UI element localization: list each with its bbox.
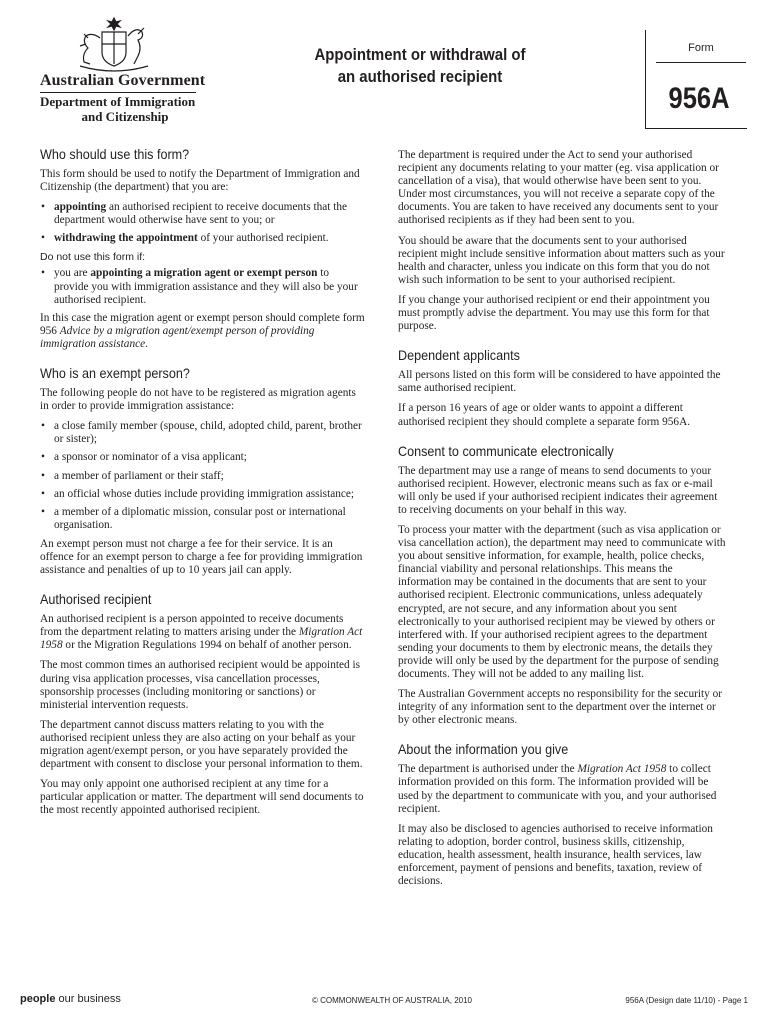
bullet-list (40, 267, 366, 306)
text: In this case the migration agent or exempt person should complete form 956 (40, 311, 365, 337)
text: or the Migration Regulations 1994 on behalf of another person. (62, 639, 352, 652)
text: to provide you with immigration assistance and they will also be your authorised recipient. (54, 267, 358, 306)
paragraph: You may only appoint one authorised recipient at any time for a particular application or matter. The department will send documents to the most recently appointed authorised recipient. (40, 778, 364, 817)
section-heading-exempt-person: Who is an exempt person? (40, 365, 190, 382)
text: you are (54, 267, 91, 280)
list-item: • a sponsor or nominator of a visa applicant; (40, 451, 366, 464)
department-line-1: Department of Immigration (40, 94, 196, 109)
paragraph: The following people do not have to be registered as migration agents in order to provide immigration assistance: (40, 387, 356, 413)
footer-brand-bold: people (20, 993, 56, 1005)
left-column (40, 146, 366, 824)
paragraph: The department is required under the Act to send your authorised recipient any documents relating to your matter (eg. visa application or cancellation of a visa), that would otherwise have been sent to you. Under most circumstances, you will not receive a separate copy of the documents. You are taken to have received any documents sent to your authorised recipients as if they had been sent to you. (398, 149, 719, 227)
department-line-2: and Citizenship (81, 109, 169, 124)
italic-act-name: Migration Act 1958 (40, 626, 363, 652)
paragraph: If you change your authorised recipient or end their appointment you must promptly advise the department. You may use this form for that purpose. (398, 293, 710, 333)
text: of your authorised recipient. (197, 232, 329, 245)
list-item: • an official whose duties include providing immigration assistance; (40, 488, 366, 501)
text: to collect information provided on this form. The information provided will be used by the department to communicate with you, and your authorised recipient. (398, 763, 717, 815)
form-title (288, 44, 552, 88)
header-divider (645, 128, 747, 129)
subheading-do-not-use: Do not use this form if: (40, 251, 146, 264)
list-item: • a member of a diplomatic mission, consular post or international organisation. (40, 506, 366, 532)
paragraph: You should be aware that the documents sent to your authorised recipient might include sensitive information about matters such as your health and character, unless you indicate on this form that you do not wish such information to be sent to your authorised recipient. (398, 234, 725, 286)
right-column (398, 149, 728, 895)
paragraph: All persons listed on this form will be considered to have appointed the same authorised recipient. (398, 369, 721, 395)
paragraph: The Australian Government accepts no responsibility for the security or integrity of any information sent to the department over the internet or by other electronic means. (398, 688, 723, 727)
footer-brand-rest: our business (55, 993, 121, 1005)
footer-page-info: 956A (Design date 11/10) - Page 1 (625, 996, 748, 1005)
bullet-list (40, 201, 366, 245)
italic-form-name: Advice by a migration agent/exempt person of providing immigration assistance (40, 324, 315, 350)
section-heading-about-information: About the information you give (398, 741, 569, 758)
text: an authorised recipient to receive documents that the department would otherwise have sent to you; or (54, 201, 348, 227)
form-number-divider (656, 62, 746, 63)
paragraph (398, 763, 728, 815)
text: The department is authorised under the (398, 763, 578, 776)
department-name (40, 94, 210, 124)
text: An authorised recipient is a person appointed to receive documents from the department relating to matters arising under the (40, 613, 344, 639)
list-item: • a close family member (spouse, child, adopted child, parent, brother or sister); (40, 420, 366, 446)
paragraph: The department cannot discuss matters relating to you with the authorised recipient unless they are also acting on your behalf as your migration agent/exempt person, or you have separately provided the department with consent to disclose your personal information to them. (40, 718, 363, 771)
government-divider (40, 92, 196, 93)
paragraph: The department may use a range of means to send documents to your authorised recipient. However, electronic means such as fax or e-mail will only be used if your authorised recipient indicates their agreement to receiving documents on your behalf in this way. (398, 464, 718, 516)
bold-text: appointing a migration agent or exempt person (90, 267, 318, 280)
paragraph (40, 613, 366, 652)
section-heading-consent-electronic: Consent to communicate electronically (398, 442, 614, 459)
paragraph: The most common times an authorised recipient would be appointed is during visa application processes, visa cancellation processes, sponsorship processes (including monitoring or sanctions) or ministerial intervention requests. (40, 659, 361, 711)
coat-of-arms-icon (72, 14, 156, 72)
footer-copyright: © COMMONWEALTH OF AUSTRALIA, 2010 (312, 996, 472, 1005)
paragraph: To process your matter with the department (such as visa application or visa cancellation action), the department may need to communicate with you about sensitive information, for example, health, police checks, financial viability and personal relationships. This means the information may be contained in the documents that are sent to your authorised recipient. Electronic communications, unless adequately encrypted, are not secure, and any information about you sent electronically to your authorised recipient may be viewed by others or interfered with. If your authorised recipient agrees to the department sending your documents to them by electronic means, the details they provide will only be used by the department for the purpose of sending documents. They will not be added to any mailing list. (398, 523, 726, 680)
form-number: 956A (668, 82, 730, 115)
paragraph (40, 312, 366, 351)
paragraph: If a person 16 years of age or older wants to appoint a different authorised recipient they should complete a separate form 956A. (398, 402, 691, 428)
section-heading-who-should-use: Who should use this form? (40, 146, 190, 162)
list-item (40, 201, 366, 227)
list-item (40, 232, 366, 245)
bullet-list (40, 420, 366, 532)
form-label: Form (688, 42, 714, 54)
italic-act-name: Migration Act 1958 (577, 763, 667, 776)
government-name: Australian Government (40, 72, 206, 89)
text: . (145, 337, 148, 350)
paragraph: This form should be used to notify the Department of Immigration and Citizenship (the department) that you are: (40, 168, 360, 194)
paragraph: It may also be disclosed to agencies authorised to receive information relating to adoption, border control, business skills, citizenship, education, health assessment, health insurance, health services, law enforcement, payment of pensions and benefits, taxation, review of decisions. (398, 822, 713, 888)
section-heading-authorised-recipient: Authorised recipient (40, 591, 152, 608)
bold-text: appointing (54, 201, 107, 214)
list-item (40, 267, 366, 306)
list-item: • a member of parliament or their staff; (40, 470, 366, 483)
footer-brand (20, 993, 121, 1005)
form-number-box (645, 30, 748, 128)
form-title-line-1: Appointment or withdrawal of (314, 45, 526, 64)
section-heading-dependent-applicants: Dependent applicants (398, 347, 520, 364)
bold-text: withdrawing the appointment (54, 232, 198, 245)
paragraph: An exempt person must not charge a fee for their service. It is an offence for an exempt person to charge a fee for providing immigration assistance and penalties of up to 10 years jail can apply. (40, 537, 363, 577)
form-title-line-2: an authorised recipient (337, 67, 503, 86)
